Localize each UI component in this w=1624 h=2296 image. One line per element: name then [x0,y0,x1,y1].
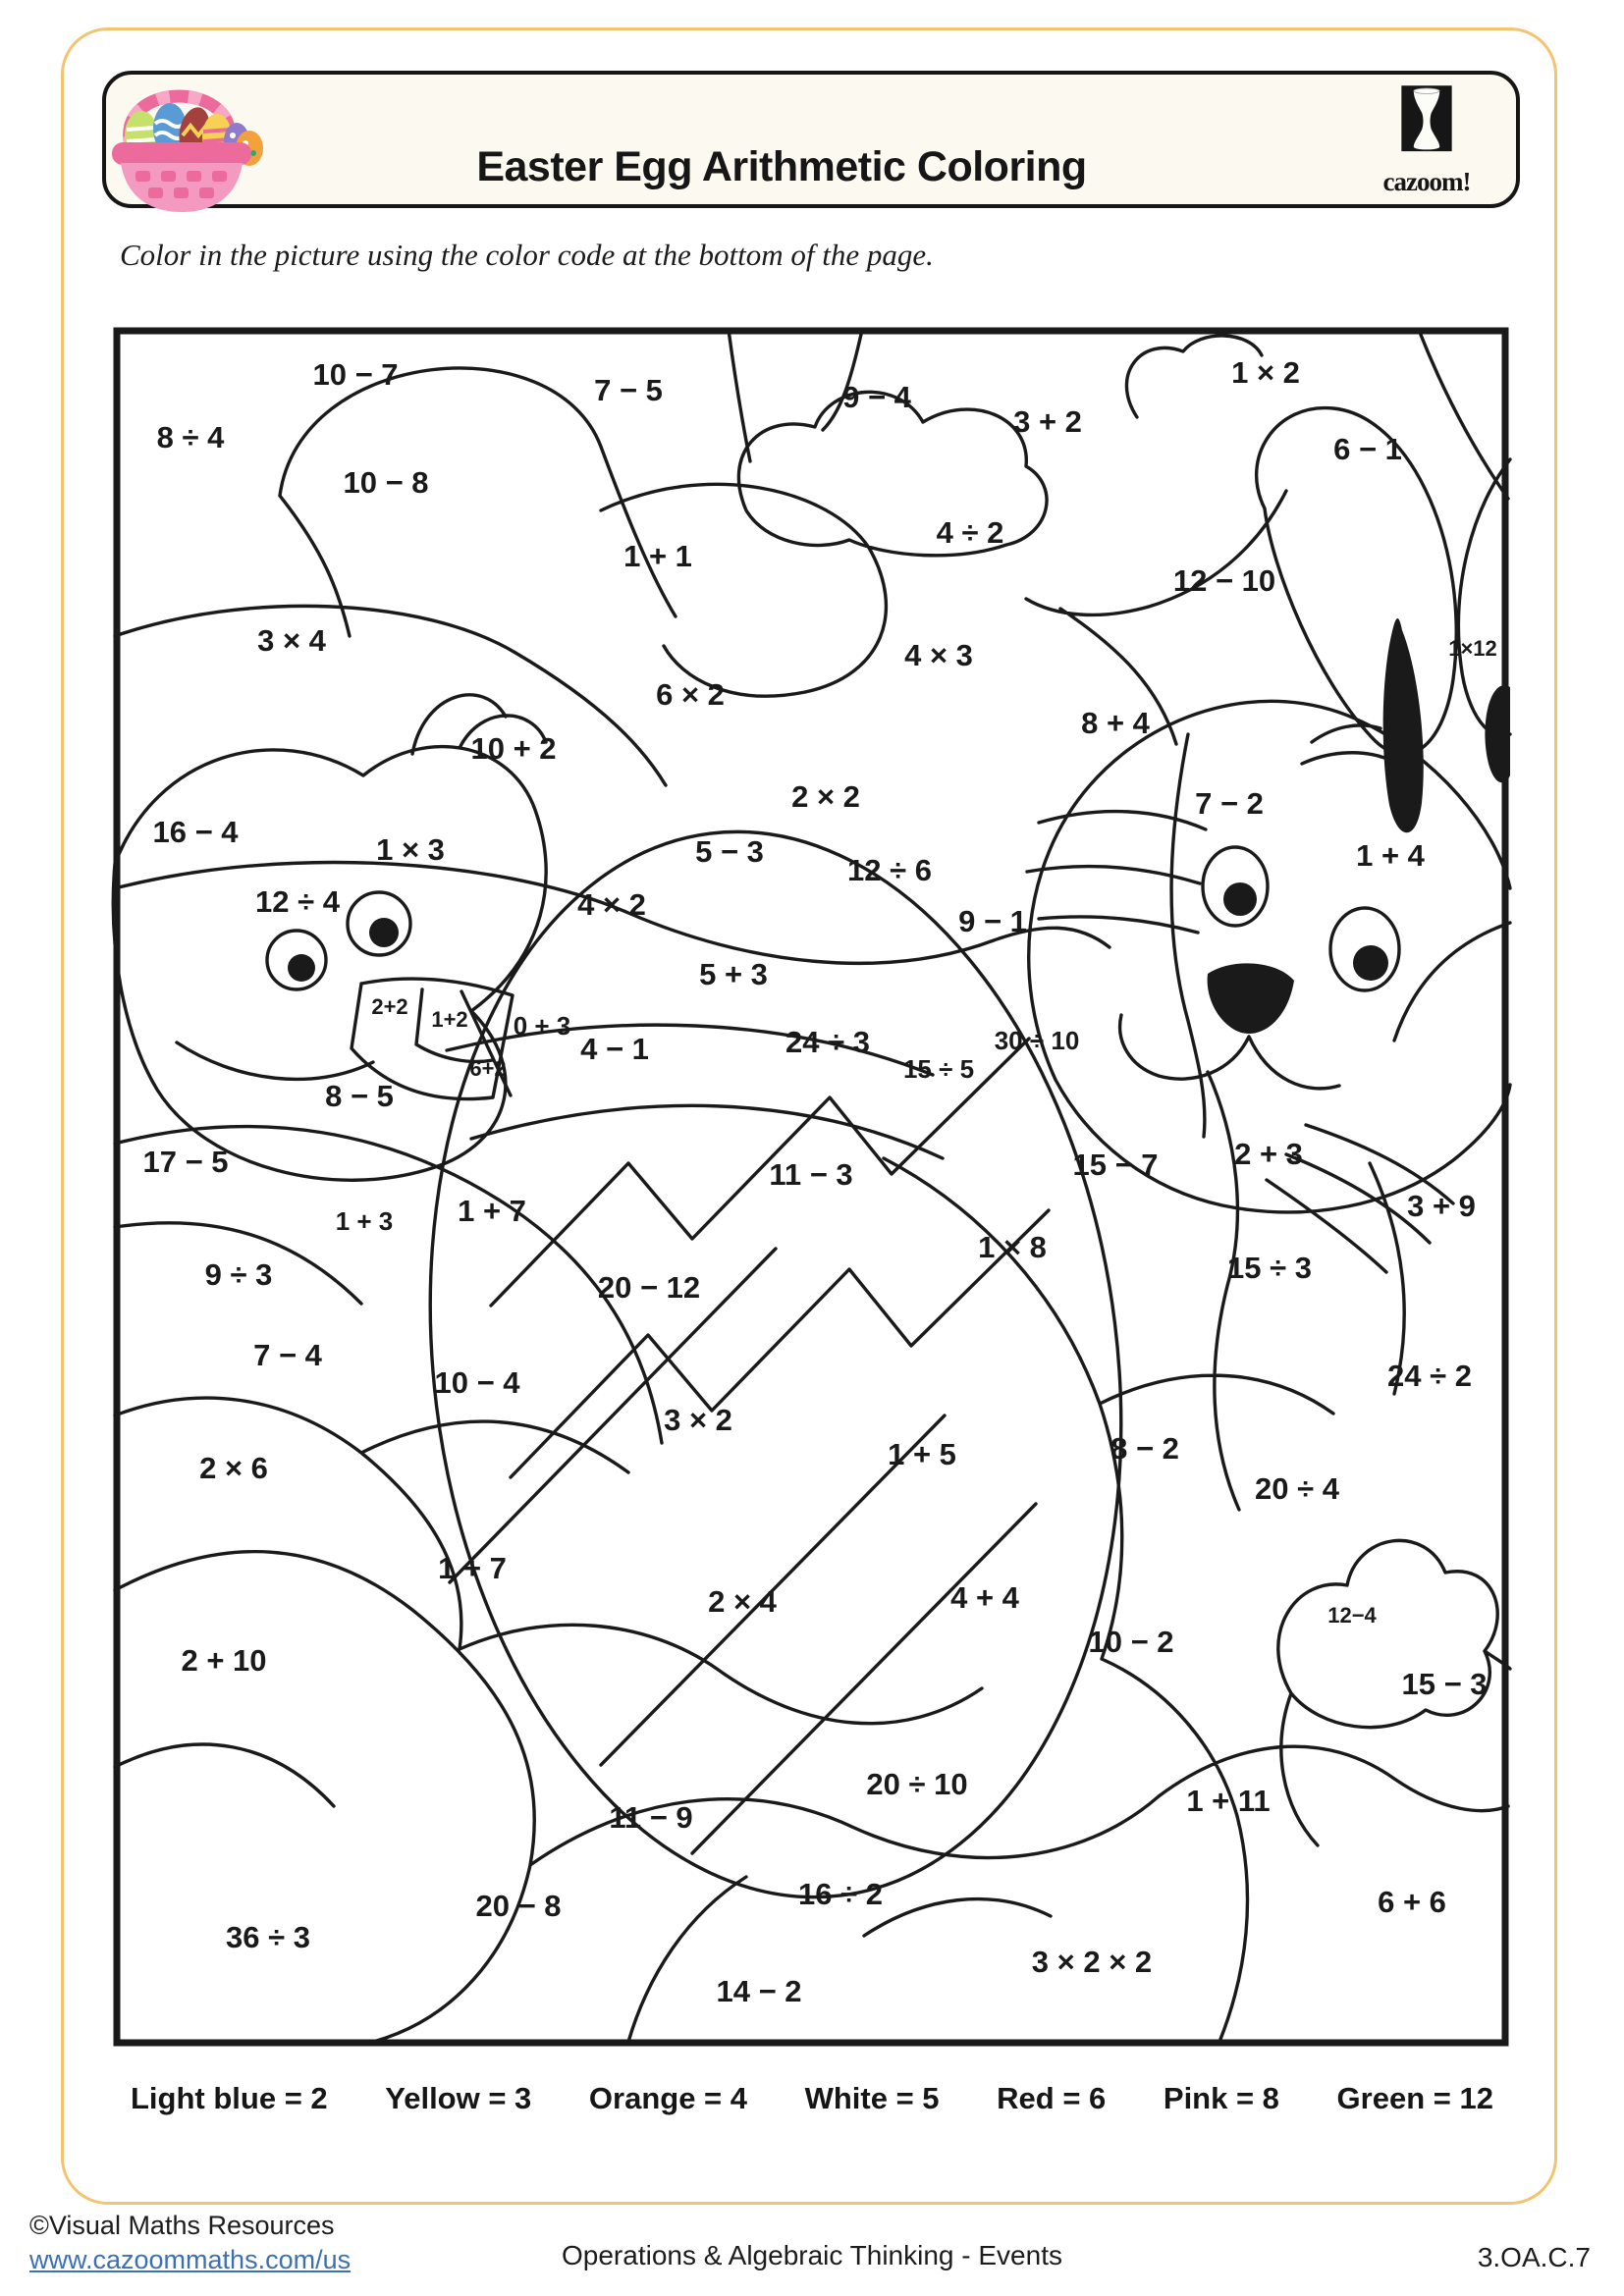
expression-label: 12 − 10 [1172,563,1276,598]
bunny-ear-inner-left [1383,618,1424,832]
expression-label: 4 ÷ 2 [936,515,1004,550]
standard-code: 3.OA.C.7 [1477,2242,1591,2272]
expression-label: 3 × 2 [664,1403,732,1437]
expression-label: 4 + 4 [950,1580,1019,1615]
expression-label: 15 ÷ 3 [1227,1251,1312,1285]
expression-label: 3 + 2 [1013,404,1082,439]
expression-label: 6 − 1 [1333,432,1402,466]
expression-label: 7 − 4 [253,1338,322,1372]
expression-label: 2+2 [371,994,408,1019]
legend-item-lightblue: Light blue = 2 [131,2081,328,2115]
expression-label: 10 − 4 [434,1365,520,1400]
expression-label: 8 − 2 [1110,1431,1179,1466]
legend-item-pink: Pink = 8 [1163,2081,1279,2115]
expression-labels [142,355,1496,2008]
footer-left [29,2209,351,2277]
color-code-legend [131,2081,1493,2116]
expression-label: 6 × 2 [656,677,725,712]
footer-topic: Operations & Algebraic Thinking - Events [562,2240,1062,2270]
bunny-head-outline [1029,701,1510,1212]
expression-label: 1 + 7 [438,1551,507,1585]
expression-label: 4 − 1 [580,1032,649,1066]
page-title: Easter Egg Arithmetic Coloring [476,143,1087,191]
expression-label: 9 − 1 [958,904,1027,938]
expression-label: 1 × 2 [1231,355,1300,390]
expression-label: 5 + 3 [699,957,768,991]
expression-label: 1 + 7 [458,1194,526,1228]
expression-label: 12−4 [1327,1603,1377,1628]
expression-label: 7 − 2 [1195,786,1264,821]
legend-item-white: White = 5 [804,2081,940,2115]
expression-label: 1 + 4 [1356,838,1425,873]
expression-label: 36 ÷ 3 [226,1920,310,1954]
expression-label: 1 + 3 [335,1206,394,1236]
expression-label: 2 + 10 [181,1643,267,1678]
expression-label: 30 ÷ 10 [994,1026,1080,1055]
expression-label: 2 × 2 [791,779,860,814]
expression-label: 20 − 8 [475,1889,562,1923]
expression-label: 3 + 9 [1407,1189,1476,1223]
expression-label: 11 − 3 [769,1157,853,1192]
expression-label: 2 + 3 [1234,1137,1303,1171]
expression-label: 4 × 3 [904,638,973,672]
expression-label: 10 − 7 [312,357,399,392]
expression-label: 16 ÷ 2 [798,1877,883,1911]
expression-label: 6+2 [469,1056,507,1081]
expression-label: 24 ÷ 2 [1387,1359,1472,1393]
expression-label: 15 − 7 [1072,1148,1159,1182]
copyright-text: ©Visual Maths Resources [29,2211,335,2240]
expression-label: 12 ÷ 6 [847,853,932,887]
bunny-ear-inner-right [1485,685,1510,782]
website-link[interactable]: www.cazoommaths.com/us [29,2245,352,2275]
expression-label: 1×12 [1448,636,1497,661]
easter-egg-zigzag-pattern [447,1025,1049,1853]
legend-item-red: Red = 6 [997,2081,1107,2115]
chick-left-pupil [288,954,315,982]
expression-label: 9 ÷ 3 [204,1257,273,1292]
expression-label: 10 − 2 [1088,1625,1174,1659]
expression-label: 1 × 3 [376,832,445,867]
expression-label: 15 ÷ 5 [902,1054,975,1084]
expression-label: 3 × 2 × 2 [1031,1945,1153,1979]
legend-item-yellow: Yellow = 3 [385,2081,532,2115]
cazoom-logo-text: cazoom! [1382,167,1471,196]
expression-label: 2 × 4 [708,1584,777,1619]
expression-label: 15 − 3 [1401,1667,1488,1701]
expression-label: 10 + 2 [470,731,557,766]
expression-label: 16 − 4 [152,815,239,849]
expression-label: 14 − 2 [716,1974,802,2008]
expression-label: 1 × 8 [978,1230,1047,1264]
legend-item-orange: Orange = 4 [588,2081,748,2115]
expression-label: 5 − 3 [695,834,764,869]
expression-label: 4 × 2 [577,887,646,922]
expression-label: 8 − 5 [325,1079,394,1113]
expression-label: 12 ÷ 4 [255,884,340,919]
bunny-left-pupil [1223,882,1257,916]
expression-label: 20 ÷ 10 [866,1767,968,1801]
instruction-text: Color in the picture using the color code at the bottom of the page. [120,238,934,272]
expression-label: 6 + 6 [1378,1885,1446,1919]
easter-egg-outline [371,792,1180,1938]
expression-label: 24 ÷ 3 [785,1025,870,1059]
chick-right-pupil [369,918,399,947]
expression-label: 1 + 11 [1186,1784,1271,1818]
bunny-nose [1208,963,1294,1034]
expression-label: 11 − 9 [609,1800,693,1835]
expression-label: 8 ÷ 4 [156,420,225,454]
expression-label: 1 + 1 [623,539,692,573]
expression-label: 20 ÷ 4 [1255,1471,1339,1506]
expression-label: 17 − 5 [142,1145,229,1179]
expression-label: 1+2 [431,1007,468,1032]
expression-label: 2 × 6 [199,1451,268,1485]
expression-label: 1 + 5 [888,1437,956,1471]
expression-label: 0 + 3 [513,1011,571,1041]
legend-item-green: Green = 12 [1336,2081,1493,2115]
expression-label: 10 − 8 [343,465,429,500]
expression-label: 9 − 4 [842,380,911,414]
expression-label: 20 − 12 [597,1270,701,1305]
bunny-right-pupil [1353,945,1388,981]
expression-label: 8 + 4 [1081,706,1150,740]
expression-label: 7 − 5 [594,373,663,407]
expression-label: 3 × 4 [257,623,326,658]
